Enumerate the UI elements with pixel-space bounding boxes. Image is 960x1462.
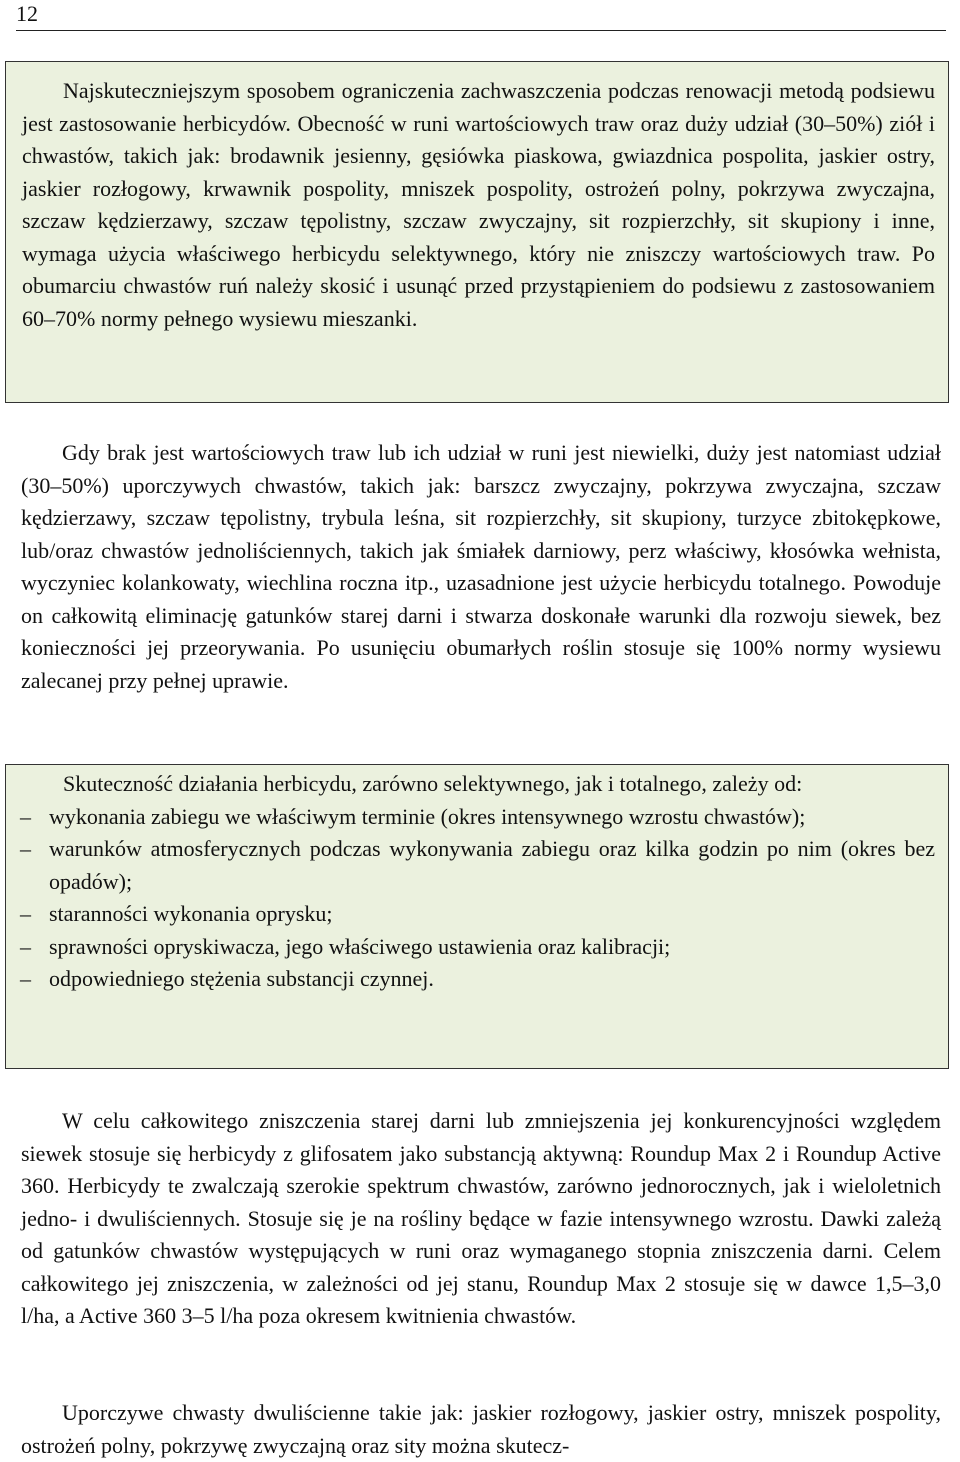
dash-bullet: – xyxy=(20,933,31,959)
effectiveness-intro: Skuteczność działania herbicydu, zarówno selektywnego, jak i totalnego, zależy od: xyxy=(63,771,803,796)
page-header xyxy=(16,0,946,31)
paragraph-persistent-weeds xyxy=(21,1397,941,1462)
page-number: 12 xyxy=(16,1,38,26)
highlight-box-effectiveness xyxy=(5,764,949,1069)
dash-bullet: – xyxy=(20,966,31,991)
dash-bullet: – xyxy=(20,836,31,861)
paragraph-persistent-weeds-text: Uporczywe chwasty dwuliścienne takie jak: jaskier rozłogowy, jaskier ostry, mniszek pospolity, ostrożeń polny, pokrzywę zwyczajną oraz sity można skutecz- xyxy=(21,1400,941,1458)
list-item: – sprawności opryskiwacza, jego właściwego ustawienia oraz kalibracji; xyxy=(22,931,935,964)
list-item: – odpowiedniego stężenia substancji czynnej. xyxy=(22,963,935,996)
list-item: – warunków atmosferycznych podczas wykonywania zabiegu oraz kilka godzin po nim (okres bez opadów); xyxy=(22,833,935,898)
paragraph-total-herbicide-text: Gdy brak jest wartościowych traw lub ich udział w runi jest niewielki, duży jest natomiast udział (30–50%) uporczywych chwastów, takich jak: barszcz zwyczajny, pokrzywa zwyczajna, szczaw kędzierzawy, szczaw tępolistny, trybula leśna, sit rozpierzchły, sit skupiony, turzyce zbitokępkowe, lub/oraz chwastów jednoliściennych, takich jak śmiałek darniowy, perz właściwy, kłosówka wełnista, wyczyniec kolankowaty, wiechlina roczna itp., uzasadnione jest użycie herbicydu totalnego. Powoduje on całkowitą eliminację gatunków starej darni i stwarza doskonałe warunki dla rozwoju siewek, bez konieczności jej przeorywania. Po usunięciu obumarłych roślin stosuje się 100% normy wysiewu zalecanej przy pełnej uprawie. xyxy=(21,440,941,693)
paragraph-glyphosate xyxy=(21,1105,941,1333)
effectiveness-list xyxy=(22,801,935,996)
paragraph-total-herbicide xyxy=(21,437,941,697)
paragraph-glyphosate-text: W celu całkowitego zniszczenia starej darni lub zmniejszenia jej konkurencyjności względem siewek stosuje się herbicydy z glifosatem jako substancją aktywną: Roundup Max 2 i Roundup Active 360. Herbicydy te zwalczają szerokie spektrum chwastów, zarówno jednorocznych, jak i wieloletnich jedno- i dwuliściennych. Stosuje się je na rośliny będące w fazie intensywnego wzrostu. Dawki zależą od gatunków chwastów występujących w runi oraz wymaganego stopnia zniszczenia darni. Celem całkowitego jej zniszczenia, w zależności od jej stanu, Roundup Max 2 stosuje się w dawce 1,5–3,0 l/ha, a Active 360 3–5 l/ha poza okresem kwitnienia chwastów. xyxy=(21,1108,941,1328)
dash-bullet: – xyxy=(20,803,31,829)
paragraph-selective-herbicide: Najskuteczniejszym sposobem ograniczenia zachwaszczenia podczas renowacji metodą podsiewu jest zastosowanie herbicydów. Obecność w runi wartościowych traw oraz duży udział (30–50%) ziół i chwastów, takich jak: brodawnik jesienny, gęsiówka piaskowa, gwiazdnica pospolita, jaskier ostry, jaskier rozłogowy, krwawnik pospolity, mniszek pospolity, ostrożeń polny, pokrzywa zwyczajna, szczaw kędzierzawy, szczaw tępolistny, szczaw zwyczajny, sit rozpierzchły, sit skupiony i inne, wymaga użycia właściwego herbicydu selektywnego, który nie zniszczy wartościowych traw. Po obumarciu chwastów ruń należy skosić i usunąć przed przystąpieniem do podsiewu z zastosowaniem 60–70% normy pełnego wysiewu mieszanki. xyxy=(22,78,935,331)
list-item: – staranności wykonania oprysku; xyxy=(22,898,935,931)
highlight-box-selective-herbicide xyxy=(5,61,949,403)
list-item: – wykonania zabiegu we właściwym terminie (okres intensywnego wzrostu chwastów); xyxy=(22,801,935,834)
dash-bullet: – xyxy=(20,901,31,926)
